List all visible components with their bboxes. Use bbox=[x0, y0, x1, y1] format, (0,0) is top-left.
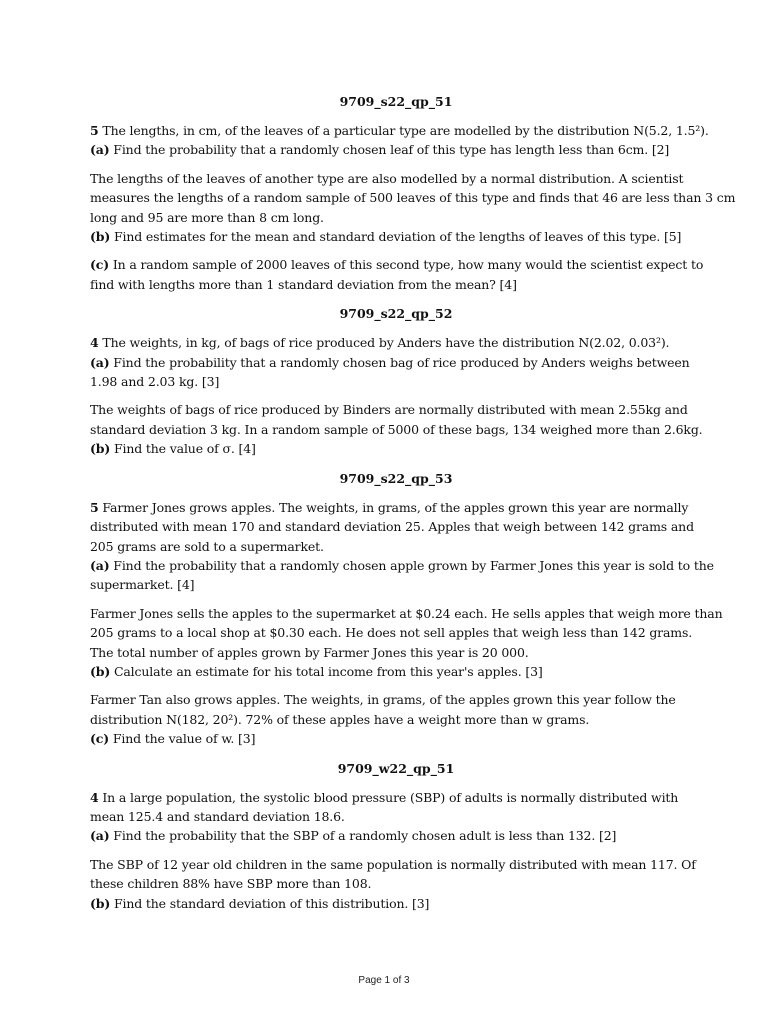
text-line bbox=[90, 255, 702, 274]
question-paragraph bbox=[90, 169, 736, 247]
text-line bbox=[90, 227, 702, 246]
question-label: 5 bbox=[90, 499, 99, 515]
text-line bbox=[90, 623, 702, 642]
text-line bbox=[90, 826, 702, 845]
text-line bbox=[90, 643, 702, 662]
question-text: mean 125.4 and standard deviation 18.6. bbox=[90, 808, 345, 824]
question-paragraph bbox=[90, 121, 709, 160]
question-text: measures the lengths of a random sample of 500 leaves of this type and finds that 46 are less than 3 cm bbox=[90, 190, 736, 206]
question-text: 205 grams to a local shop at $0.30 each. He does not sell apples that weigh less than 142 grams. bbox=[90, 625, 693, 641]
question-label: (a) bbox=[90, 354, 110, 370]
text-line bbox=[90, 729, 702, 748]
text-line bbox=[90, 188, 736, 207]
text-line bbox=[90, 855, 702, 874]
question-text: distribution N(182, 20²). 72% of these apples have a weight more than w grams. bbox=[90, 711, 590, 727]
question-text: The weights of bags of rice produced by Binders are normally distributed with mean 2.55kg and bbox=[90, 402, 688, 418]
text-line bbox=[90, 690, 702, 709]
question-text: Find the probability that a randomly chosen apple grown by Farmer Jones this year is sold to the bbox=[109, 557, 714, 573]
question-paragraph bbox=[90, 690, 702, 748]
question-text: Find the standard deviation of this distribution. [3] bbox=[110, 895, 430, 911]
question-paragraph bbox=[90, 604, 723, 682]
question-label: (b) bbox=[90, 441, 111, 457]
question-text: In a large population, the systolic blood pressure (SBP) of adults is normally distributed with bbox=[98, 789, 679, 805]
question-text: supermarket. [4] bbox=[90, 577, 195, 593]
question-label: (a) bbox=[90, 142, 110, 158]
question-paragraph bbox=[90, 498, 714, 595]
question-section bbox=[90, 469, 723, 749]
page-footer: Page 1 of 3 bbox=[358, 975, 410, 986]
question-label: (c) bbox=[90, 731, 109, 747]
question-paragraph bbox=[90, 855, 702, 913]
question-text: Find the probability that a randomly chosen leaf of this type has length less than 6cm. [2] bbox=[109, 142, 670, 158]
section-title: 9709_w22_qp_51 bbox=[337, 760, 455, 776]
question-label: (a) bbox=[90, 557, 110, 573]
text-line bbox=[90, 874, 702, 893]
question-label: (c) bbox=[90, 257, 109, 273]
question-text: Farmer Jones sells the apples to the supermarket at $0.24 each. He sells apples that weigh more than bbox=[90, 605, 723, 621]
text-line bbox=[90, 140, 702, 159]
question-paragraph bbox=[90, 333, 702, 391]
text-line bbox=[90, 556, 714, 575]
question-section bbox=[90, 92, 736, 294]
question-text: The weights, in kg, of bags of rice produced by Anders have the distribution N(2.02, 0.03²). bbox=[98, 335, 670, 351]
text-line bbox=[90, 604, 723, 623]
question-section bbox=[90, 304, 702, 458]
question-text: The SBP of 12 year old children in the same population is normally distributed with mean 117. Of bbox=[90, 856, 696, 872]
question-paragraph bbox=[90, 788, 702, 846]
question-text: Find estimates for the mean and standard deviation of the lengths of leaves of this type. [5] bbox=[110, 229, 682, 245]
text-line bbox=[90, 121, 709, 140]
text-line bbox=[90, 333, 702, 352]
question-label: 5 bbox=[90, 123, 99, 138]
text-line bbox=[90, 662, 702, 681]
question-label: (a) bbox=[90, 828, 110, 844]
question-text: standard deviation 3 kg. In a random sample of 5000 of these bags, 134 weighed more than 2.6kg. bbox=[90, 421, 703, 437]
question-text: 1.98 and 2.03 kg. [3] bbox=[90, 374, 220, 390]
section-title: 9709_s22_qp_52 bbox=[339, 306, 453, 322]
question-paragraph bbox=[90, 400, 702, 458]
text-line bbox=[90, 169, 702, 188]
question-text: In a random sample of 2000 leaves of this second type, how many would the scientist expect to bbox=[109, 257, 704, 273]
question-text: find with lengths more than 1 standard deviation from the mean? [4] bbox=[90, 276, 517, 292]
question-text: Calculate an estimate for his total income from this year's apples. [3] bbox=[110, 663, 543, 679]
question-text: The lengths, in cm, of the leaves of a particular type are modelled by the distribution N(5.2, 1.5²). bbox=[98, 123, 709, 138]
question-text: Find the value of σ. [4] bbox=[110, 441, 256, 457]
question-label: (b) bbox=[90, 663, 111, 679]
text-line bbox=[90, 420, 702, 439]
question-text: Farmer Jones grows apples. The weights, in grams, of the apples grown this year are normally bbox=[98, 499, 689, 515]
text-line bbox=[90, 275, 702, 294]
text-line bbox=[90, 498, 702, 517]
document-body bbox=[90, 92, 736, 923]
question-text: 205 grams are sold to a supermarket. bbox=[90, 538, 324, 554]
question-text: The lengths of the leaves of another type are also modelled by a normal distribution. A scientist bbox=[90, 170, 684, 186]
text-line bbox=[90, 400, 702, 419]
question-section bbox=[90, 759, 702, 913]
question-label: 4 bbox=[90, 789, 99, 805]
text-line bbox=[90, 208, 702, 227]
text-line bbox=[90, 439, 702, 458]
text-line bbox=[90, 788, 702, 807]
section-title: 9709_s22_qp_53 bbox=[339, 470, 453, 486]
question-text: these children 88% have SBP more than 108. bbox=[90, 876, 372, 892]
question-label: 4 bbox=[90, 335, 99, 351]
question-text: distributed with mean 170 and standard deviation 25. Apples that weigh between 142 grams and bbox=[90, 519, 694, 535]
question-paragraph bbox=[90, 255, 702, 294]
question-text: Find the probability that a randomly chosen bag of rice produced by Anders weighs between bbox=[109, 354, 690, 370]
question-label: (b) bbox=[90, 229, 111, 245]
text-line bbox=[90, 575, 702, 594]
question-text: Farmer Tan also grows apples. The weights, in grams, of the apples grown this year follow the bbox=[90, 692, 676, 708]
text-line bbox=[90, 894, 702, 913]
text-line bbox=[90, 372, 702, 391]
text-line bbox=[90, 537, 702, 556]
question-text: long and 95 are more than 8 cm long. bbox=[90, 209, 324, 225]
text-line bbox=[90, 710, 702, 729]
question-text: Find the probability that the SBP of a randomly chosen adult is less than 132. [2] bbox=[109, 828, 617, 844]
question-text: Find the value of w. [3] bbox=[109, 731, 256, 747]
text-line bbox=[90, 807, 702, 826]
question-label: (b) bbox=[90, 895, 111, 911]
question-text: The total number of apples grown by Farmer Jones this year is 20 000. bbox=[90, 644, 529, 660]
text-line bbox=[90, 353, 702, 372]
text-line bbox=[90, 517, 702, 536]
section-title: 9709_s22_qp_51 bbox=[339, 94, 453, 109]
